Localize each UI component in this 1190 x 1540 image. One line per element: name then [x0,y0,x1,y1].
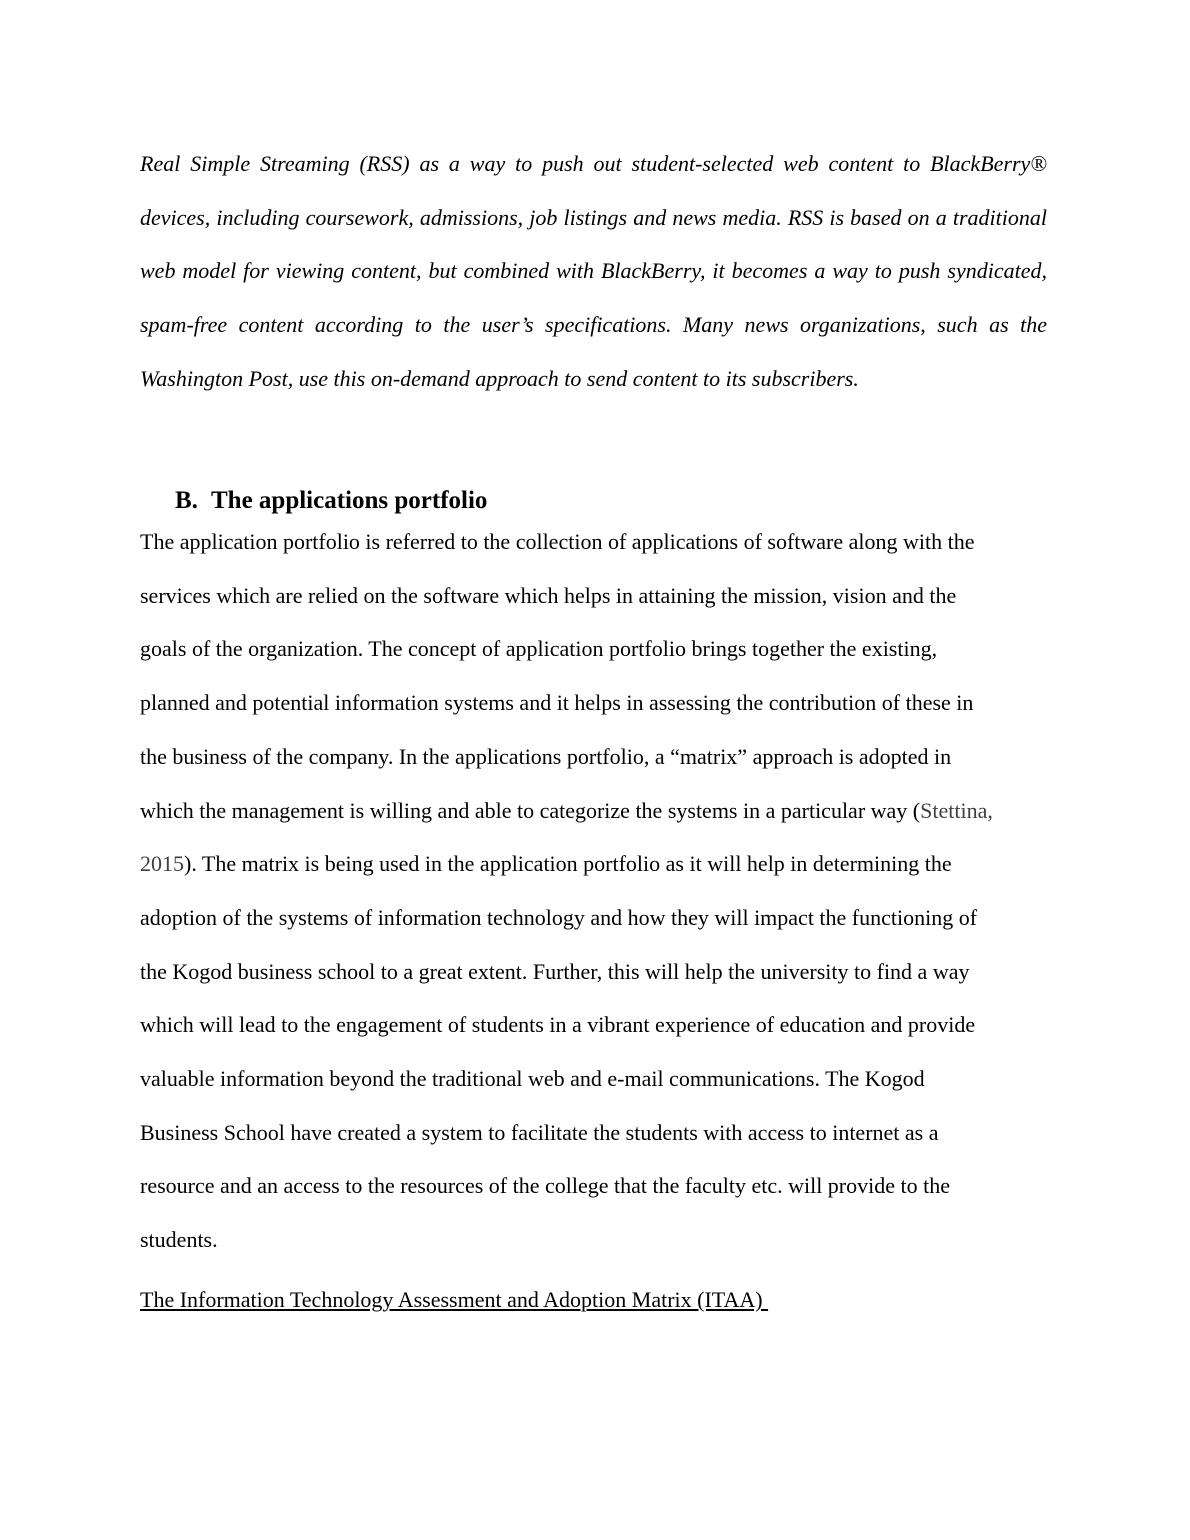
intro-paragraph: Real Simple Streaming (RSS) as a way to push out student-selected web content to BlackBerry® devices, including coursework, admissions, job listings and news media. RSS is based on a traditional web model for viewing content, but combined with BlackBerry, it becomes a way to push syndicated, spam-free content according to the user’s specifications. Many news organizations, such as the Washington Post, use this on-demand approach to send content to its subscribers. [140,151,1047,391]
body-line-text: which the management is willing and able to categorize the systems in a particular way ( [140,797,921,823]
citation-author: Stettina, [920,797,993,823]
citation-year: 2015 [140,851,184,877]
body-line: which will lead to the engagement of students in a vibrant experience of education and provide [140,1012,976,1038]
body-line: planned and potential information systems and it helps in assessing the contribution of these in [140,690,974,716]
body-line: goals of the organization. The concept of application portfolio brings together the existing, [140,636,938,662]
body-line: The application portfolio is referred to the collection of applications of software along with the [140,529,975,554]
section-title: The applications portfolio [211,487,488,514]
body-line: students. [140,1227,218,1253]
matrix-subheading: The Information Technology Assessment and Adoption Matrix (ITAA) [140,1287,769,1312]
body-line [140,837,1047,891]
body-line: Business School have created a system to facilitate the students with access to internet as a [140,1119,939,1145]
section-marker: B. [175,487,198,514]
body-line: services which are relied on the software which helps in attaining the mission, vision and the [140,582,957,608]
body-line [140,784,1047,838]
body-line: resource and an access to the resources of the college that the faculty etc. will provide to the [140,1173,951,1199]
body-line: the business of the company. In the applications portfolio, a “matrix” approach is adopted in [140,743,952,769]
body-line: adoption of the systems of information technology and how they will impact the functioning of [140,904,978,930]
body-line-text: ). The matrix is being used in the application portfolio as it will help in determining the [184,851,952,877]
body-line: the Kogod business school to a great extent. Further, this will help the university to find a way [140,958,970,984]
body-paragraph [140,515,1047,1267]
section-heading [175,484,487,518]
body-line: valuable information beyond the traditional web and e-mail communications. The Kogod [140,1066,925,1092]
